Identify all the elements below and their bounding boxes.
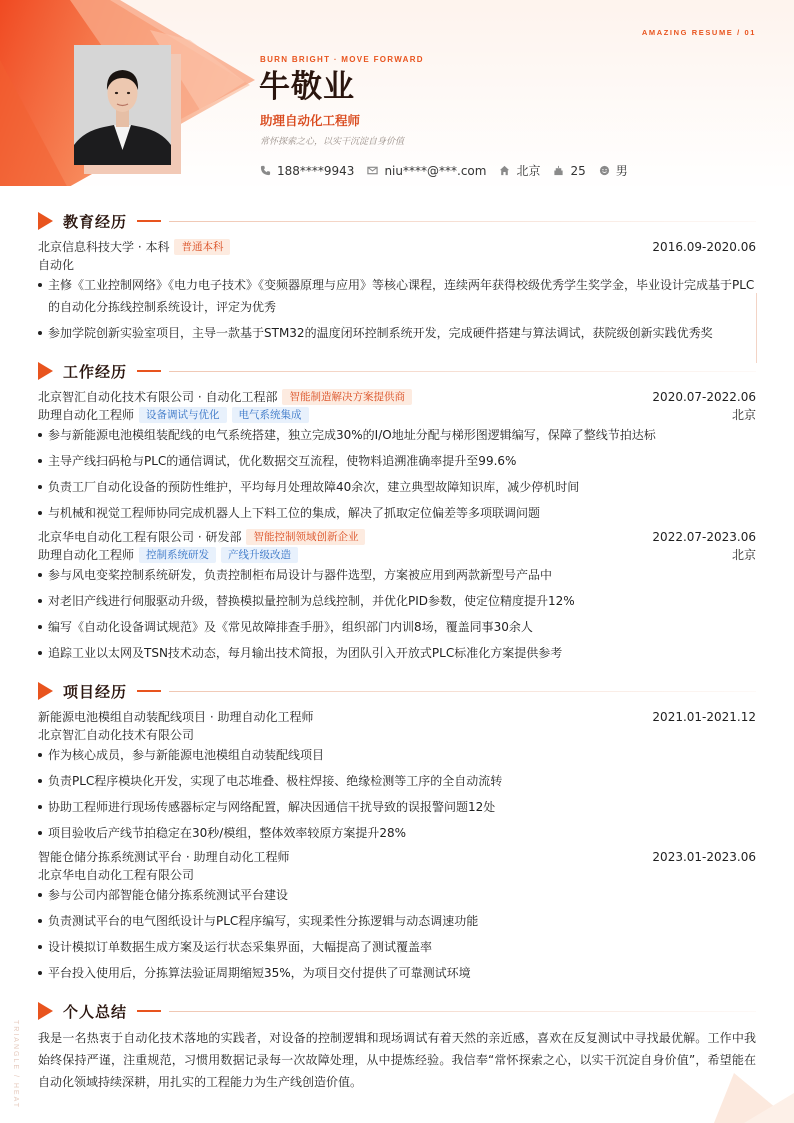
title-dash [137, 220, 161, 222]
project-row [38, 848, 756, 866]
triangle-icon [38, 362, 53, 380]
list-item: 参与公司内部智能仓储分拣系统测试平台建设 [38, 884, 756, 906]
contact-email[interactable] [367, 164, 486, 178]
job-role-row [38, 406, 756, 424]
role-tag: 控制系统研发 [139, 547, 216, 563]
education-row [38, 238, 756, 256]
education-major: 自动化 [38, 258, 75, 272]
job-period: 2020.07-2022.06 [652, 390, 756, 404]
section-title: 教育经历 [63, 212, 128, 231]
list-item: 主导产线扫码枪与PLC的通信调试，优化数据交互流程，使物料追溯准确率提升至99.6% [38, 450, 756, 472]
list-item: 追踪工业以太网及TSN技术动态，每月输出技术简报，为团队引入开放式PLC标准化方案提供参考 [38, 642, 756, 664]
company-name: 北京智汇自动化技术有限公司 · 自动化工程部 [38, 390, 278, 404]
age-value: 25 [570, 163, 586, 178]
phone-number: 188****9943 [277, 163, 355, 178]
company-tag: 智能控制领域创新企业 [246, 529, 365, 545]
list-item: 项目验收后产线节拍稳定在30秒/模组，整体效率较原方案提升28% [38, 822, 756, 844]
title-dash [137, 1010, 161, 1012]
section-projects-header [38, 681, 756, 701]
triangle-icon [38, 682, 53, 700]
title-rule [169, 1011, 756, 1012]
project-org: 北京华电自动化工程有限公司 [38, 868, 195, 882]
school-tag: 普通本科 [174, 239, 230, 255]
education-bullets [38, 274, 756, 348]
job-role: 助理自动化工程师 [38, 408, 135, 422]
list-item: 参与风电变桨控制系统研发，负责控制柜布局设计与器件选型，方案被应用到两款新型号产品中 [38, 564, 756, 586]
contact-gender [599, 162, 628, 179]
job-row [38, 388, 756, 406]
phone-icon [260, 165, 271, 176]
section-title: 项目经历 [63, 682, 128, 701]
job-row [38, 528, 756, 546]
header-slogan: BURN BRIGHT · MOVE FORWARD [260, 55, 424, 64]
project-name: 新能源电池模组自动装配线项目 · 助理自动化工程师 [38, 710, 314, 724]
list-item: 协助工程师进行现场传感器标定与网络配置，解决因通信干扰导致的误报警问题12处 [38, 796, 756, 818]
contact-city [499, 162, 540, 179]
list-item: 设计模拟订单数据生成方案及运行状态采集界面，大幅提高了测试覆盖率 [38, 936, 756, 958]
title-rule [169, 221, 756, 222]
list-item: 作为核心成员，参与新能源电池模组自动装配线项目 [38, 744, 756, 766]
job-role: 助理自动化工程师 [38, 548, 135, 562]
list-item: 平台投入使用后，分拣算法验证周期缩短35%，为项目交付提供了可靠测试环境 [38, 962, 756, 984]
project-bullets [38, 884, 756, 988]
city-value: 北京 [516, 164, 541, 178]
company-tag: 智能制造解决方案提供商 [282, 389, 412, 405]
education-period: 2016.09-2020.06 [652, 240, 756, 254]
section-title: 工作经历 [63, 362, 128, 381]
title-rule [169, 371, 756, 372]
project-period: 2021.01-2021.12 [652, 710, 756, 724]
job-city: 北京 [731, 548, 756, 562]
list-item: 对老旧产线进行伺服驱动升级，替换模拟量控制为总线控制，并优化PID参数，使定位精度提升12% [38, 590, 756, 612]
section-work-header [38, 361, 756, 381]
side-accent-line [756, 293, 757, 363]
triangle-icon [38, 1002, 53, 1020]
candidate-motto: 常怀探索之心，以实干沉淀自身价值 [260, 137, 405, 147]
project-org: 北京智汇自动化技术有限公司 [38, 728, 195, 742]
contact-bar [260, 162, 641, 179]
top-tag: AMAZING RESUME / 01 [641, 28, 756, 37]
role-tag: 设备调试与优化 [139, 407, 227, 423]
avatar [74, 45, 171, 165]
list-item: 负责PLC程序模块化开发，实现了电芯堆叠、极柱焊接、绝缘检测等工序的全自动流转 [38, 770, 756, 792]
title-dash [137, 690, 161, 692]
cake-icon [553, 165, 564, 176]
section-title: 个人总结 [63, 1002, 128, 1021]
candidate-name: 牛敬业 [259, 69, 355, 105]
project-bullets [38, 744, 756, 848]
email-address: niu****@***.com [384, 163, 487, 178]
role-tag: 电气系统集成 [232, 407, 309, 423]
candidate-job-title: 助理自动化工程师 [260, 113, 361, 128]
role-tag: 产线升级改造 [221, 547, 298, 563]
list-item: 编写《自动化设备调试规范》及《常见故障排查手册》，组织部门内训8场，覆盖同事30余人 [38, 616, 756, 638]
job-role-row [38, 546, 756, 564]
portrait-image [74, 45, 171, 165]
school-name: 北京信息科技大学 · 本科 [38, 240, 170, 254]
list-item: 与机械和视觉工程师协同完成机器人上下料工位的集成，解决了抓取定位偏差等多项联调问题 [38, 502, 756, 524]
job-bullets [38, 564, 756, 668]
job-city: 北京 [731, 408, 756, 422]
project-name: 智能仓储分拣系统测试平台 · 助理自动化工程师 [38, 850, 290, 864]
mail-icon [367, 165, 378, 176]
corner-decoration [704, 1063, 794, 1123]
project-period: 2023.01-2023.06 [652, 850, 756, 864]
job-period: 2022.07-2023.06 [652, 530, 756, 544]
title-dash [137, 370, 161, 372]
summary-text: 我是一名热衷于自动化技术落地的实践者，对设备的控制逻辑和现场调试有着天然的亲近感，喜欢在反复测试中寻找最优解。工作中我始终保持严谨，注重规范，习惯用数据记录每一次故障处理，从中提炼经验。我信奉“常怀探索之心，以实干沉淀自身价值”，希望能在自动化领域持续深耕，用扎实的工程能力为生产线创造价值。 [38, 1031, 756, 1089]
company-name: 北京华电自动化工程有限公司 · 研发部 [38, 530, 242, 544]
list-item: 负责测试平台的电气图纸设计与PLC程序编写，实现柔性分拣逻辑与动态调速功能 [38, 910, 756, 932]
section-summary-header [38, 1001, 756, 1021]
section-education-header [38, 211, 756, 231]
list-item: 负责工厂自动化设备的预防性维护，平均每月处理故障40余次，建立典型故障知识库，减少停机时间 [38, 476, 756, 498]
home-icon [499, 165, 510, 176]
list-item: 参加学院创新实验室项目，主导一款基于STM32的温度闭环控制系统开发，完成硬件搭建与算法调试，获院级创新实践优秀奖 [38, 322, 756, 344]
project-row [38, 708, 756, 726]
smile-icon [599, 165, 610, 176]
side-vertical-text: TRIANGLE / HEAT [12, 1020, 19, 1109]
title-rule [169, 691, 756, 692]
triangle-icon [38, 212, 53, 230]
list-item: 主修《工业控制网络》《电力电子技术》《变频器原理与应用》等核心课程，连续两年获得校级优秀学生奖学金，毕业设计完成基于PLC的自动化分拣线控制系统设计，评定为优秀 [38, 274, 756, 318]
gender-value: 男 [615, 164, 628, 178]
job-bullets [38, 424, 756, 528]
list-item: 参与新能源电池模组装配线的电气系统搭建，独立完成30%的I/O地址分配与梯形图逻辑编写，保障了整线节拍达标 [38, 424, 756, 446]
contact-phone[interactable] [260, 164, 354, 178]
contact-age [553, 164, 585, 178]
